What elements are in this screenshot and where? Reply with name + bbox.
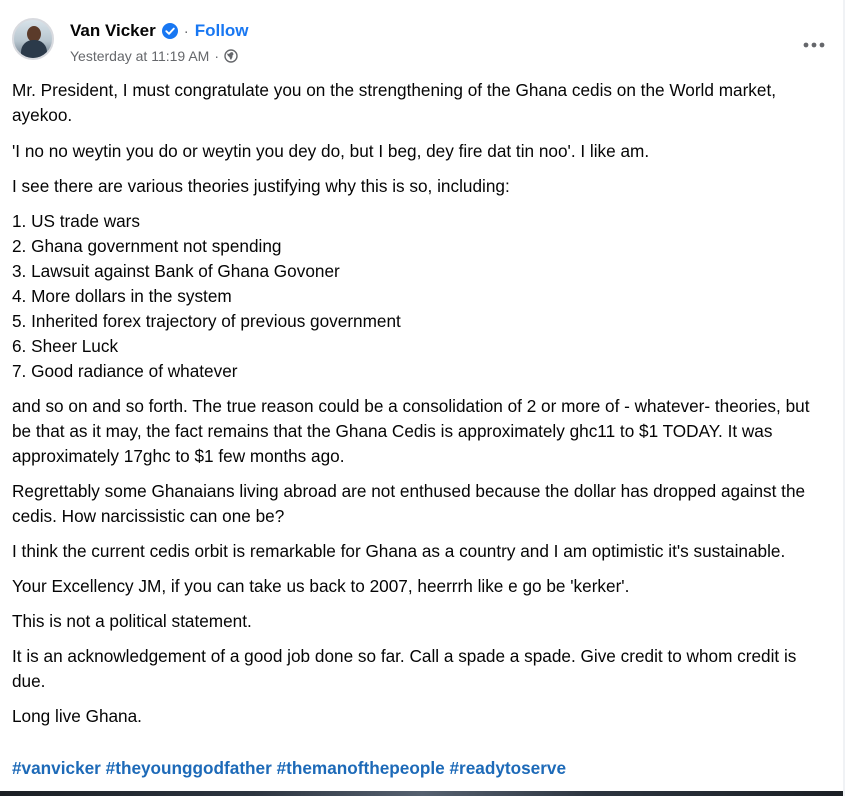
paragraph-9: It is an acknowledgement of a good job done so far. Call a spade a spade. Give credit to whom credit is due. (12, 646, 797, 691)
list-item: 1. US trade wars (12, 211, 140, 231)
hashtag-link[interactable]: #themanofthepeople (276, 758, 445, 778)
follow-separator: · (183, 22, 189, 40)
avatar-body (21, 40, 47, 60)
paragraph-4: and so on and so forth. The true reason could be a consolidation of 2 or more of - whatever- theories, but be that as it may, the fact remains that the Ghana Cedis is approximately ghc11 to $1 TODAY. It was approximately 17ghc to $1 few months ago. (12, 396, 810, 466)
theories-list (12, 209, 832, 384)
list-item: 7. Good radiance of whatever (12, 361, 238, 381)
list-item: 4. More dollars in the system (12, 286, 232, 306)
more-horizontal-icon (803, 35, 825, 53)
list-item: 2. Ghana government not spending (12, 236, 282, 256)
paragraph-3: I see there are various theories justifying why this is so, including: (12, 176, 510, 196)
author-line (70, 20, 249, 42)
hashtag-link[interactable]: #vanvicker (12, 758, 101, 778)
public-globe-icon[interactable] (224, 49, 238, 63)
meta-separator: · (214, 48, 219, 64)
hashtag-line (12, 756, 566, 781)
paragraph-6: I think the current cedis orbit is remarkable for Ghana as a country and I am optimistic it's sustainable. (12, 541, 786, 561)
list-item: 6. Sheer Luck (12, 336, 119, 356)
attached-media-preview[interactable] (0, 791, 845, 796)
follow-button[interactable]: Follow (194, 21, 249, 40)
paragraph-2: 'I no no weytin you do or weytin you dey do, but I beg, dey fire dat tin noo'. I like am. (12, 141, 650, 161)
more-options-button[interactable] (796, 26, 832, 62)
post-meta (70, 47, 238, 65)
paragraph-1: Mr. President, I must congratulate you on the strengthening of the Ghana cedis on the World market, ayekoo. (12, 80, 776, 125)
verified-badge-icon (162, 23, 178, 39)
avatar[interactable] (12, 18, 54, 60)
paragraph-10: Long live Ghana. (12, 706, 142, 726)
post-header (12, 18, 832, 70)
list-item: 3. Lawsuit against Bank of Ghana Govoner (12, 261, 340, 281)
paragraph-7: Your Excellency JM, if you can take us back to 2007, heerrrh like e go be 'kerker'. (12, 576, 630, 596)
paragraph-8: This is not a political statement. (12, 611, 252, 631)
hashtag-link[interactable]: #theyounggodfather (105, 758, 272, 778)
post-body (12, 78, 832, 729)
list-item: 5. Inherited forex trajectory of previous government (12, 311, 401, 331)
paragraph-5: Regrettably some Ghanaians living abroad are not enthused because the dollar has dropped against the cedis. How narcissistic can one be? (12, 481, 806, 526)
hashtag-link[interactable]: #readytoserve (449, 758, 567, 778)
post-timestamp[interactable]: Yesterday at 11:19 AM (70, 48, 210, 64)
author-name[interactable]: Van Vicker (70, 21, 156, 40)
